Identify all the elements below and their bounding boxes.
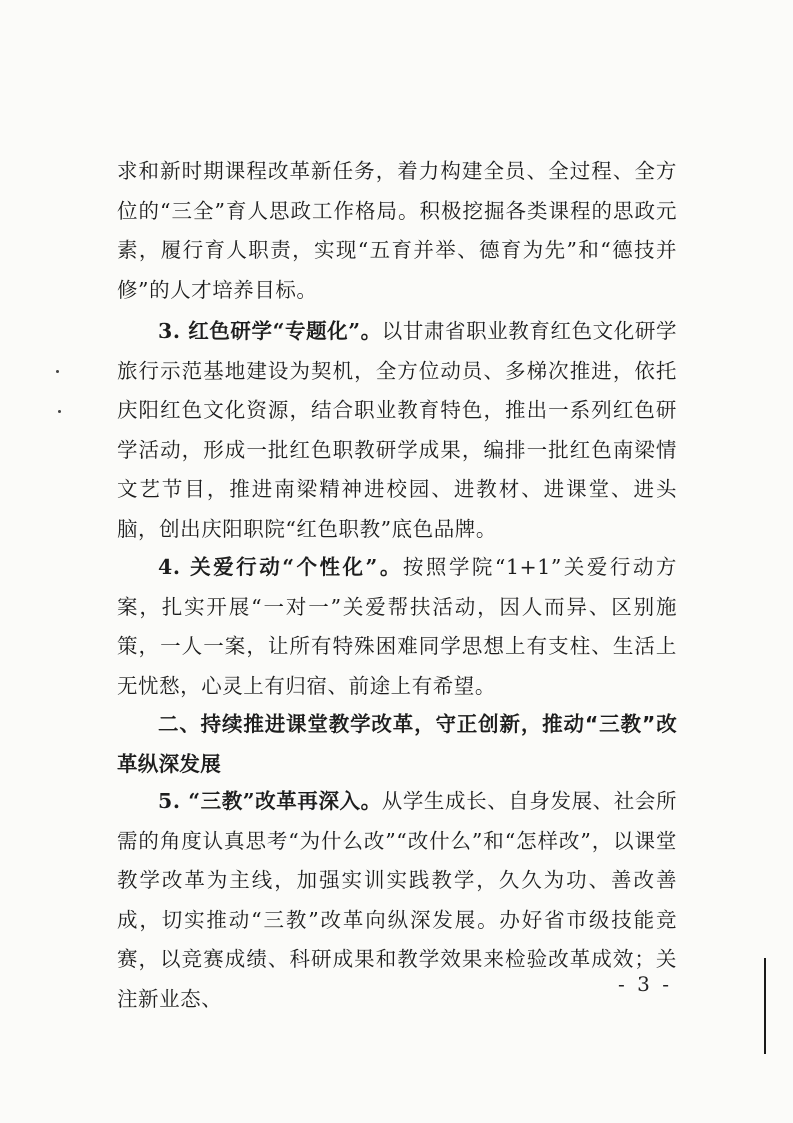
- scan-speck: [56, 370, 59, 373]
- paragraph-care-action: [117, 548, 677, 706]
- paragraph-intro-continuation: [117, 152, 677, 310]
- paragraph-text: 从学生成长、自身发展、社会所需的角度认真思考“为什么改”“改什么”和“怎样改”，以课堂教学改革为主线，加强实训实践教学，久久为功、善改善成，切实推动“三教”改革向纵深发展。办好省市级技能竞赛，以竞赛成绩、科研成果和教学效果来检验改革成效；关注新业态、: [117, 789, 677, 1011]
- paragraph-lead: 4. 关爱行动“个性化”。: [158, 555, 403, 579]
- paragraph-red-study: [117, 312, 677, 549]
- page-number: - 3 -: [618, 972, 672, 996]
- section-heading-text: 二、持续推进课堂教学改革，守正创新，推动“三教”改革纵深发展: [117, 712, 677, 776]
- paragraph-lead: 5. “三教”改革再深入。: [158, 789, 382, 813]
- paragraph-text: 按照学院“1+1”关爱行动方案，扎实开展“一对一”关爱帮扶活动，因人而异、区别施策，一人一案，让所有特殊困难同学思想上有支柱、生活上无忧愁，心灵上有归宿、前途上有希望。: [117, 555, 677, 698]
- paragraph-three-teaching-reform: [117, 782, 677, 1019]
- scan-speck: [58, 410, 61, 413]
- paragraph-text: 以甘肃省职业教育红色文化研学旅行示范基地建设为契机，全方位动员、多梯次推进，依托庆阳红色文化资源，结合职业教育特色，推出一系列红色研学活动，形成一批红色职教研学成果，编排一批红色南梁情文艺节目，推进南梁精神进校园、进教材、进课堂、进头脑，创出庆阳职院“红色职教”底色品牌。: [117, 319, 677, 541]
- paragraph-lead: 3. 红色研学“专题化”。: [158, 319, 382, 343]
- section-heading-two: [117, 705, 677, 784]
- scan-edge-line: [764, 958, 766, 1054]
- paragraph-text: 求和新时期课程改革新任务，着力构建全员、全过程、全方位的“三全”育人思政工作格局。积极挖掘各类课程的思政元素，履行育人职责，实现“五育并举、德育为先”和“德技并修”的人才培养目标。: [117, 159, 677, 302]
